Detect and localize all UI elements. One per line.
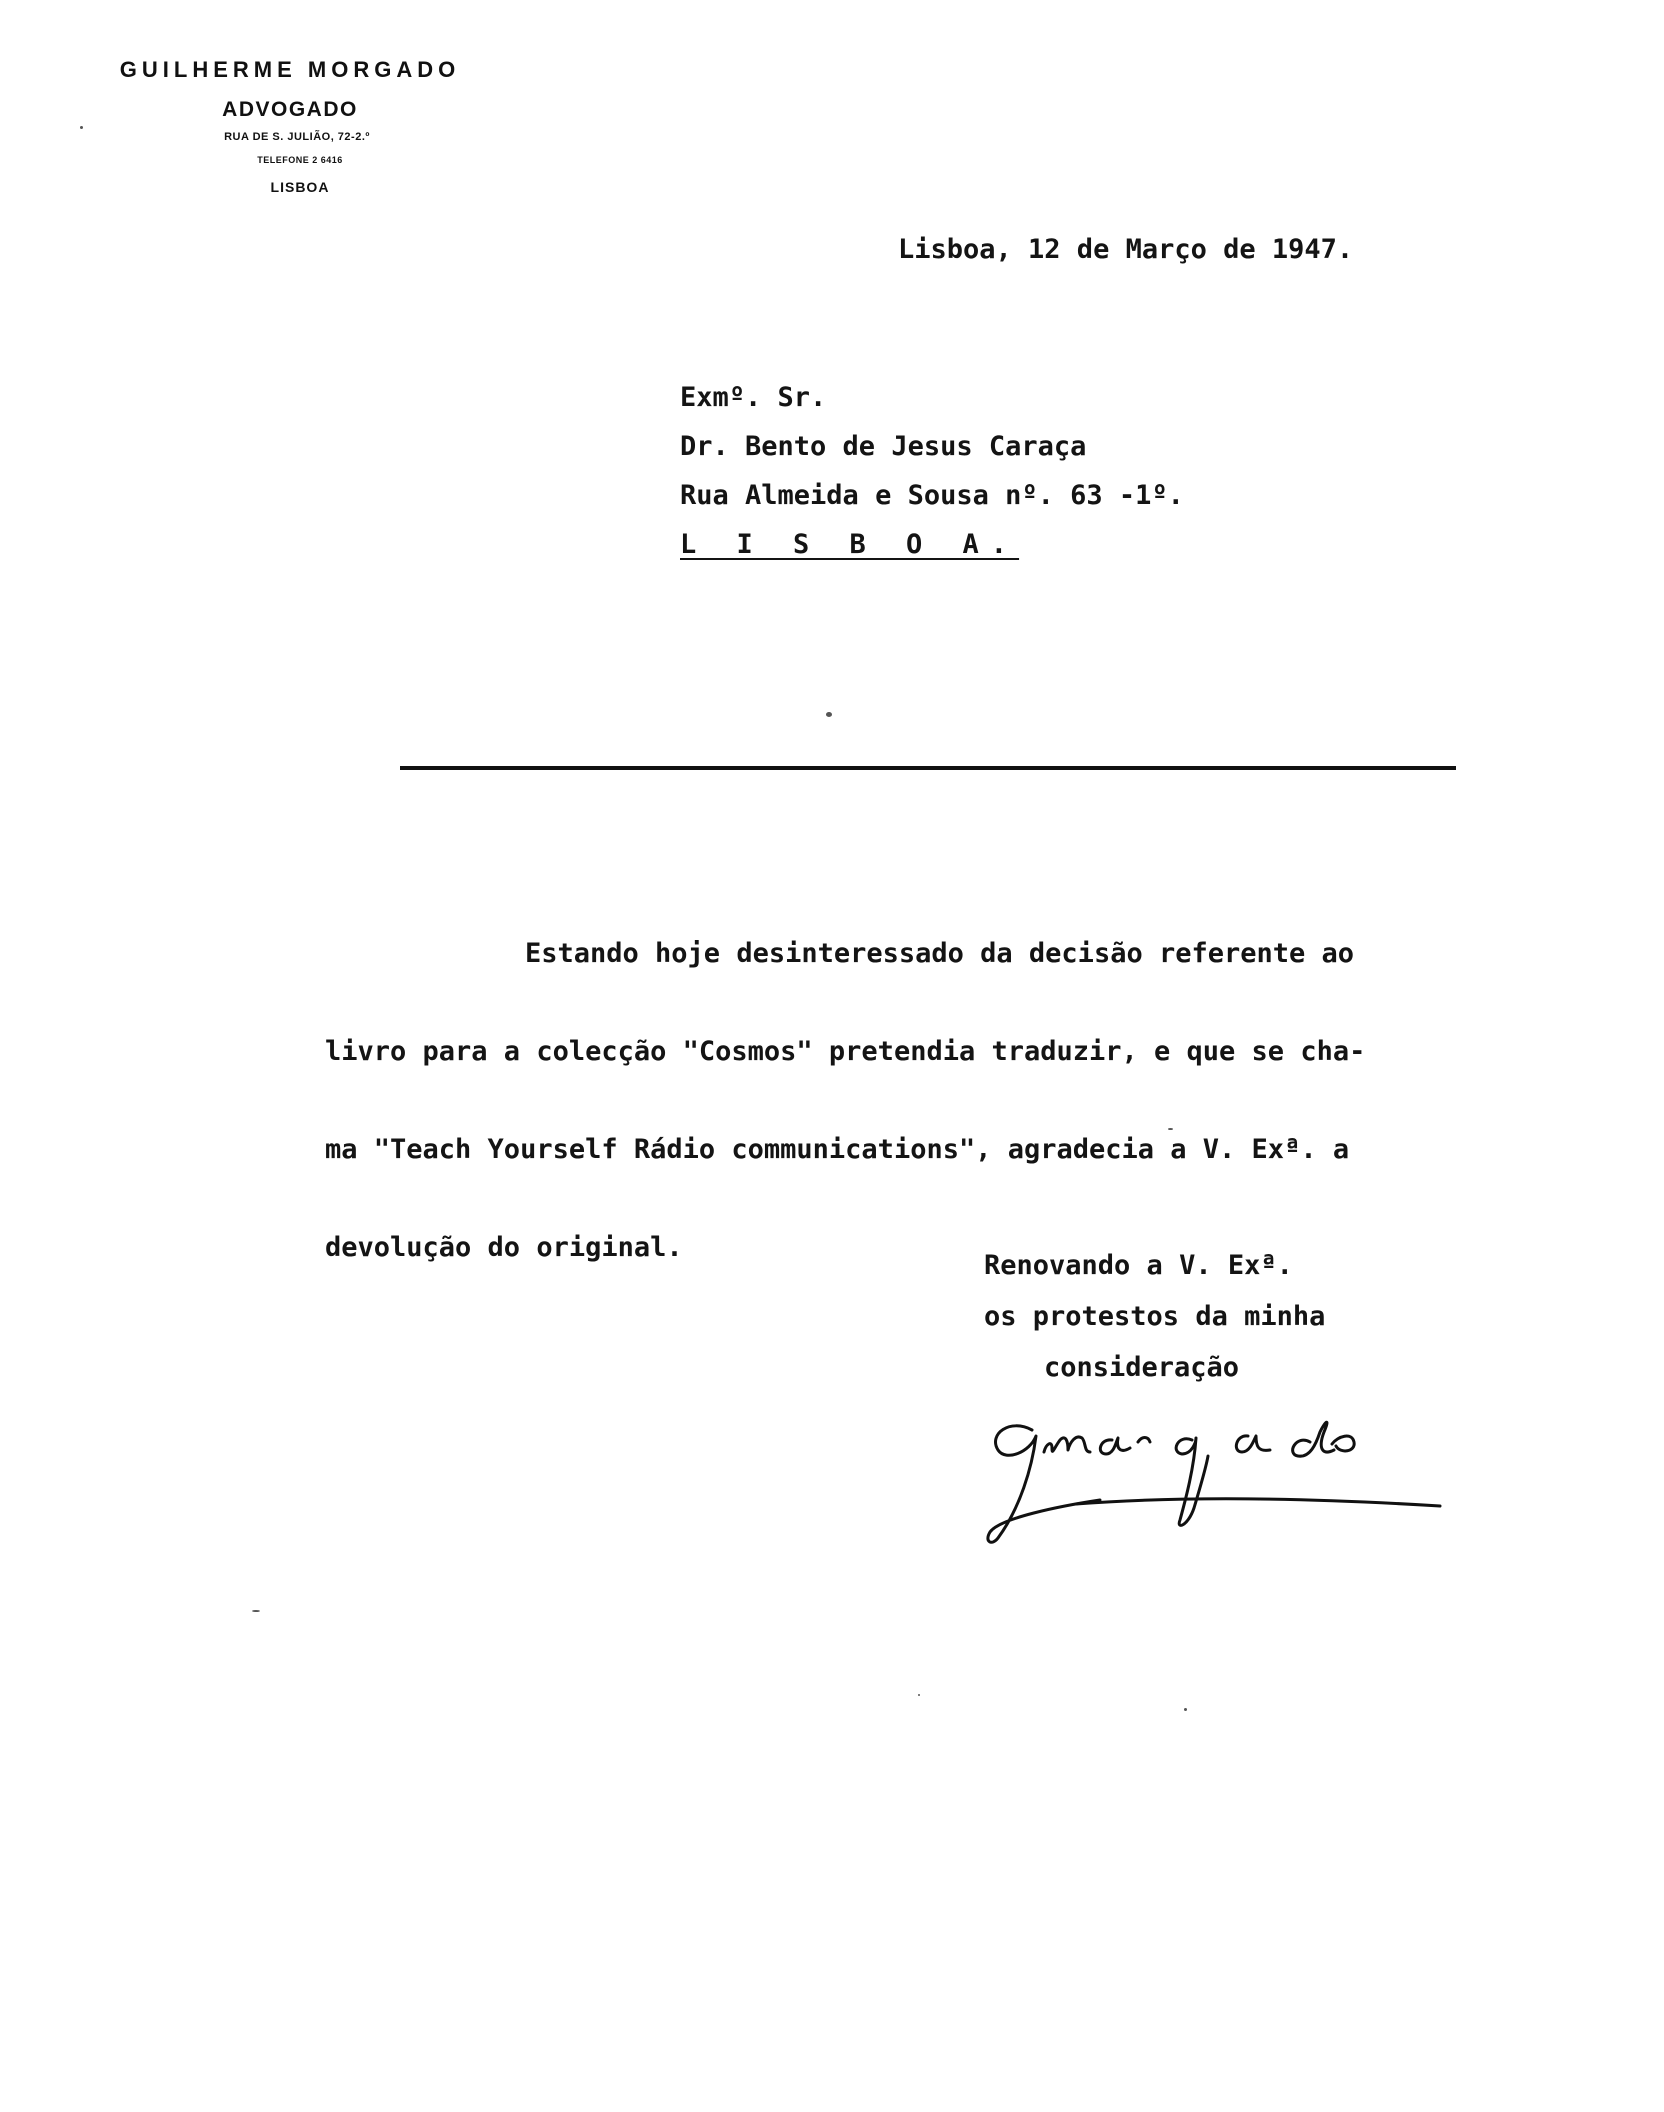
letterhead-name: GUILHERME MORGADO bbox=[119, 57, 461, 82]
paper-speck bbox=[918, 1694, 920, 1696]
addressee-salutation: Exmº. Sr. bbox=[680, 382, 827, 413]
date-line: Lisboa, 12 de Março de 1947. bbox=[898, 234, 1354, 265]
addressee-name: Dr. Bento de Jesus Caraça bbox=[680, 431, 1087, 462]
body-line: Estando hoje desinteressado da decisão referente ao bbox=[525, 938, 1355, 969]
horizontal-rule bbox=[400, 766, 1456, 770]
closing-block bbox=[984, 1240, 1325, 1393]
handwritten-signature bbox=[980, 1408, 1450, 1548]
paper-speck bbox=[1168, 1128, 1173, 1130]
body-line: ma "Teach Yourself Rádio communications", agradecia a V. Exª. a bbox=[325, 1134, 1350, 1165]
paper-speck bbox=[1184, 1708, 1187, 1711]
paper-speck bbox=[80, 126, 83, 129]
addressee-block bbox=[680, 382, 1184, 578]
closing-line-1: Renovando a V. Exª. bbox=[984, 1250, 1293, 1281]
addressee-street: Rua Almeida e Sousa nº. 63 -1º. bbox=[680, 480, 1184, 511]
body-paragraph bbox=[325, 880, 1585, 1321]
paper-speck bbox=[252, 1610, 260, 1612]
paper-speck bbox=[826, 712, 832, 717]
letterhead-city: LISBOA bbox=[270, 179, 330, 195]
letterhead bbox=[60, 56, 520, 196]
letterhead-title: ADVOGADO bbox=[222, 98, 358, 121]
addressee-city: L I S B O A. bbox=[680, 529, 1020, 560]
letterhead-address: RUA DE S. JULIÃO, 72-2.º bbox=[224, 131, 370, 143]
body-line: devolução do original. bbox=[325, 1232, 683, 1263]
closing-line-2: os protestos da minha bbox=[984, 1301, 1326, 1332]
closing-line-3: consideração bbox=[1044, 1352, 1240, 1383]
body-line: livro para a colecção "Cosmos" pretendia traduzir, e que se cha- bbox=[325, 1036, 1366, 1067]
letterhead-phone: TELEFONE 2 6416 bbox=[257, 155, 343, 165]
